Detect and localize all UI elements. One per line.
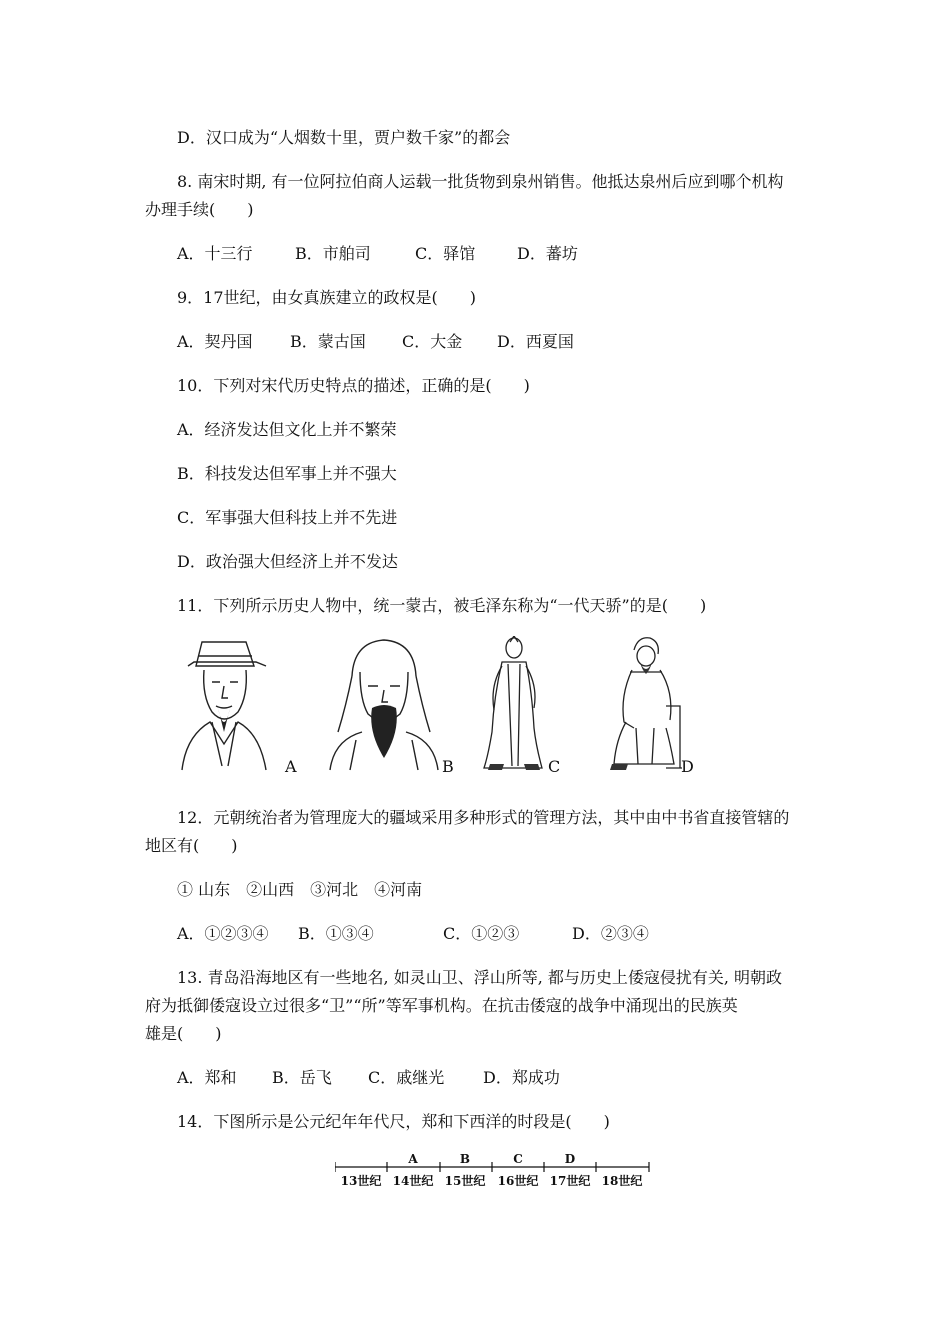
timeline-century-13: 13世纪	[340, 1174, 382, 1188]
q12-option-a[interactable]: A．①②③④	[177, 924, 269, 943]
timeline-century-15: 15世纪	[444, 1174, 486, 1188]
q8-options	[177, 244, 578, 264]
q9-option-a[interactable]: A．契丹国	[177, 332, 253, 351]
q9-option-b[interactable]: B．蒙古国	[290, 332, 366, 351]
portrait-c-image[interactable]	[480, 636, 548, 772]
q12-stem-line1: 12．元朝统治者为管理庞大的疆域采用多种形式的管理方法，其中由中书省直接管辖的	[177, 808, 790, 827]
standing-figure-icon	[480, 636, 548, 772]
portrait-c-label: C	[548, 757, 561, 776]
portrait-d-image[interactable]	[608, 636, 684, 772]
portrait-b-image[interactable]	[326, 636, 442, 772]
q9-stem: 9．17世纪，由女真族建立的政权是( )	[177, 288, 477, 307]
timeline-ruler	[335, 1152, 655, 1192]
timeline-century-18: 18世纪	[601, 1174, 643, 1188]
q14-stem: 14．下图所示是公元纪年年代尺，郑和下西洋的时段是( )	[177, 1112, 610, 1131]
timeline-letter-d[interactable]: D	[564, 1152, 576, 1166]
timeline-letter-b[interactable]: B	[459, 1152, 471, 1166]
q12-stem-line2: 地区有( )	[145, 836, 238, 855]
khan-portrait-icon	[326, 636, 442, 772]
timeline-letter-a[interactable]: A	[408, 1152, 418, 1166]
seated-figure-icon	[608, 636, 684, 772]
timeline-century-16: 16世纪	[497, 1174, 539, 1188]
q13-stem-line3: 雄是( )	[145, 1024, 222, 1043]
q12-options	[177, 924, 649, 944]
portrait-a-label: A	[285, 757, 297, 776]
q12-items: ① 山东 ②山西 ③河北 ④河南	[177, 880, 423, 899]
q13-option-a[interactable]: A．郑和	[177, 1068, 237, 1087]
q10-option-c[interactable]: C．军事强大但科技上并不先进	[177, 508, 398, 527]
q13-option-c[interactable]: C．戚继光	[368, 1068, 445, 1087]
q8-option-a[interactable]: A．十三行	[177, 244, 253, 263]
q13-option-b[interactable]: B．岳飞	[272, 1068, 332, 1087]
scholar-portrait-icon	[176, 636, 272, 772]
q12-option-c[interactable]: C．①②③	[443, 924, 520, 943]
q13-options	[177, 1068, 560, 1088]
q7-option-d: D．汉口成为“人烟数十里，贾户数千家”的都会	[177, 128, 511, 147]
q8-stem-line2: 办理手续( )	[145, 200, 254, 219]
timeline-century-17: 17世纪	[549, 1174, 591, 1188]
q8-stem-line1: 8. 南宋时期, 有一位阿拉伯商人运载一批货物到泉州销售。他抵达泉州后应到哪个机构	[177, 172, 784, 191]
q9-option-c[interactable]: C．大金	[402, 332, 463, 351]
q13-option-d[interactable]: D．郑成功	[483, 1068, 560, 1087]
portrait-a-image[interactable]	[176, 636, 272, 772]
q10-stem: 10．下列对宋代历史特点的描述，正确的是( )	[177, 376, 530, 395]
portrait-d-label: D	[681, 757, 694, 776]
q10-option-d[interactable]: D．政治强大但经济上并不发达	[177, 552, 398, 571]
timeline-letter-c[interactable]: C	[513, 1152, 523, 1166]
q8-option-d[interactable]: D．蕃坊	[517, 244, 578, 263]
q12-option-d[interactable]: D．②③④	[572, 924, 649, 943]
q10-option-a[interactable]: A．经济发达但文化上并不繁荣	[177, 420, 397, 439]
q10-option-b[interactable]: B．科技发达但军事上并不强大	[177, 464, 397, 483]
portrait-b-label: B	[442, 757, 454, 776]
q12-option-b[interactable]: B．①③④	[298, 924, 374, 943]
century-timeline	[335, 1152, 655, 1192]
q9-option-d[interactable]: D．西夏国	[497, 332, 574, 351]
q11-stem: 11．下列所示历史人物中，统一蒙古，被毛泽东称为“一代天骄”的是( )	[177, 596, 707, 615]
q13-stem-line2: 府为抵御倭寇设立过很多“卫”“所”等军事机构。在抗击倭寇的战争中涌现出的民族英	[145, 996, 738, 1015]
q9-options	[177, 332, 574, 352]
q13-stem-line1: 13. 青岛沿海地区有一些地名, 如灵山卫、浮山所等, 都与历史上倭寇侵扰有关, 明朝政	[177, 968, 783, 987]
q8-option-b[interactable]: B．市舶司	[295, 244, 371, 263]
q8-option-c[interactable]: C．驿馆	[415, 244, 476, 263]
timeline-century-14: 14世纪	[392, 1174, 434, 1188]
